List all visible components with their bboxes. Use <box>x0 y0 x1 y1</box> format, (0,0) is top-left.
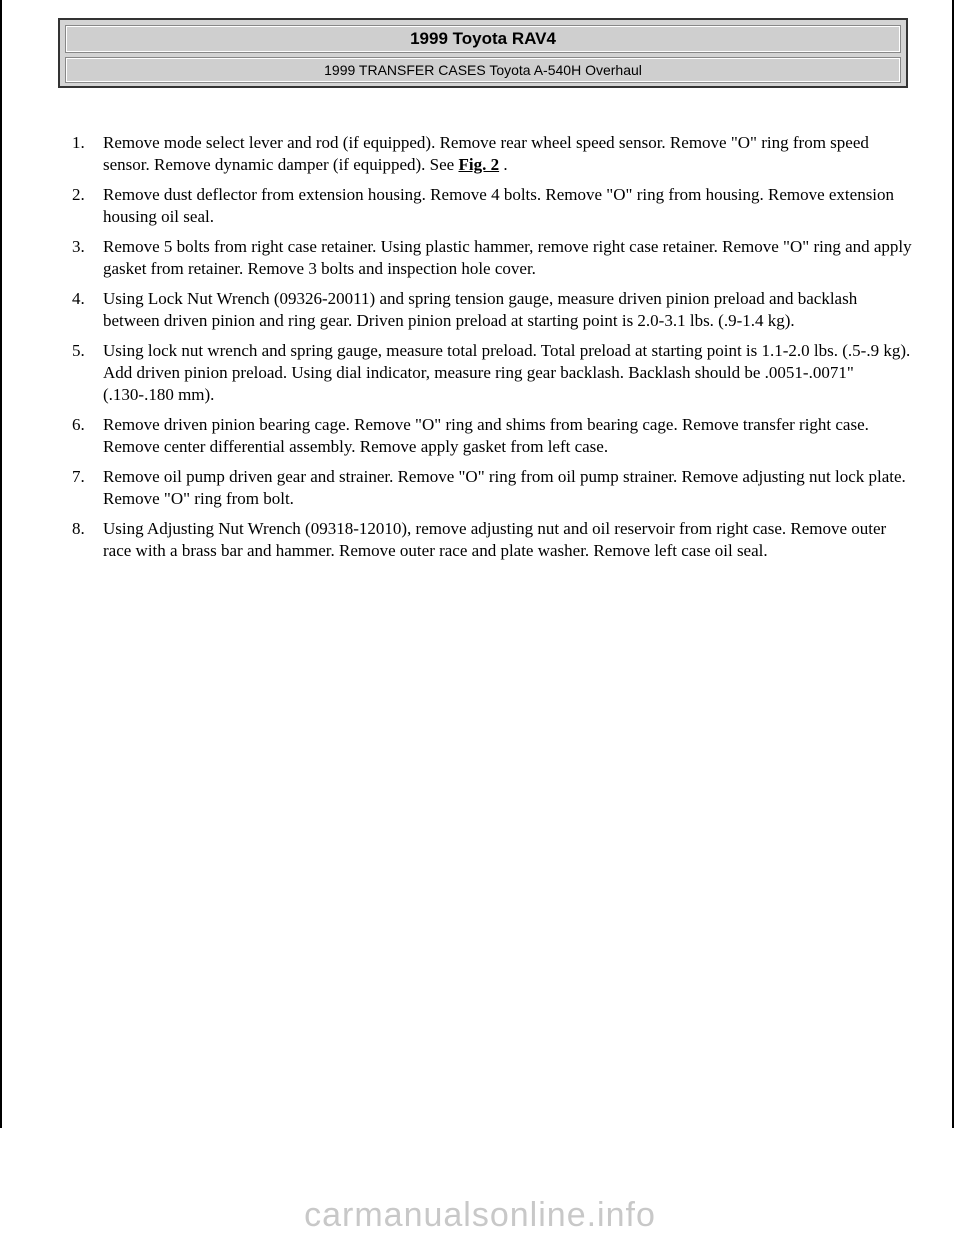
header-subtitle: 1999 TRANSFER CASES Toyota A-540H Overhaul <box>66 58 900 82</box>
step-item <box>72 236 912 280</box>
header-title: 1999 Toyota RAV4 <box>66 26 900 52</box>
step-item <box>72 518 912 562</box>
step-text-suffix: . <box>499 155 508 174</box>
step-text: Using Lock Nut Wrench (09326-20011) and spring tension gauge, measure driven pinion preload and backlash between driven pinion and ring gear. Driven pinion preload at starting point is 2.0-3.1 lbs. (.9-1.4 kg). <box>103 289 858 330</box>
step-text: Remove dust deflector from extension housing. Remove 4 bolts. Remove "O" ring from housing. Remove extension housing oil seal. <box>103 185 895 226</box>
step-item <box>72 414 912 458</box>
step-text: Remove mode select lever and rod (if equipped). Remove rear wheel speed sensor. Remove "O" ring from speed sensor. Remove dynamic damper (if equipped). See <box>103 133 869 174</box>
step-number: 4. <box>72 289 85 308</box>
step-item <box>72 132 912 176</box>
step-number: 8. <box>72 519 85 538</box>
step-text: Remove 5 bolts from right case retainer. Using plastic hammer, remove right case retainer. Remove "O" ring and apply gasket from retainer. Remove 3 bolts and inspection hole cover. <box>103 237 912 278</box>
step-text: Using Adjusting Nut Wrench (09318-12010), remove adjusting nut and oil reservoir from right case. Remove outer race with a brass bar and hammer. Remove outer race and plate washer. Remove left case oil seal. <box>103 519 887 560</box>
step-number: 5. <box>72 341 85 360</box>
step-number: 6. <box>72 415 85 434</box>
procedure-steps <box>72 132 912 570</box>
step-item <box>72 466 912 510</box>
step-text: Remove driven pinion bearing cage. Remove "O" ring and shims from bearing cage. Remove transfer right case. Remove center differential assembly. Remove apply gasket from left case. <box>103 415 869 456</box>
watermark: carmanualsonline.info <box>304 1196 656 1234</box>
step-item <box>72 184 912 228</box>
step-text: Using lock nut wrench and spring gauge, measure total preload. Total preload at starting point is 1.1-2.0 lbs. (.5-.9 kg). Add driven pinion preload. Using dial indicator, measure ring gear backlash. Backlash should be .0051-.0071" (.130-.180 mm). <box>103 341 911 404</box>
document-header <box>58 18 908 88</box>
figure-link[interactable]: Fig. 2 <box>458 155 500 174</box>
step-number: 2. <box>72 185 85 204</box>
step-text: Remove oil pump driven gear and strainer. Remove "O" ring from oil pump strainer. Remove adjusting nut lock plate. Remove "O" ring from bolt. <box>103 467 906 508</box>
step-item <box>72 340 912 406</box>
step-number: 1. <box>72 133 85 152</box>
step-number: 7. <box>72 467 85 486</box>
step-item <box>72 288 912 332</box>
step-number: 3. <box>72 237 85 256</box>
